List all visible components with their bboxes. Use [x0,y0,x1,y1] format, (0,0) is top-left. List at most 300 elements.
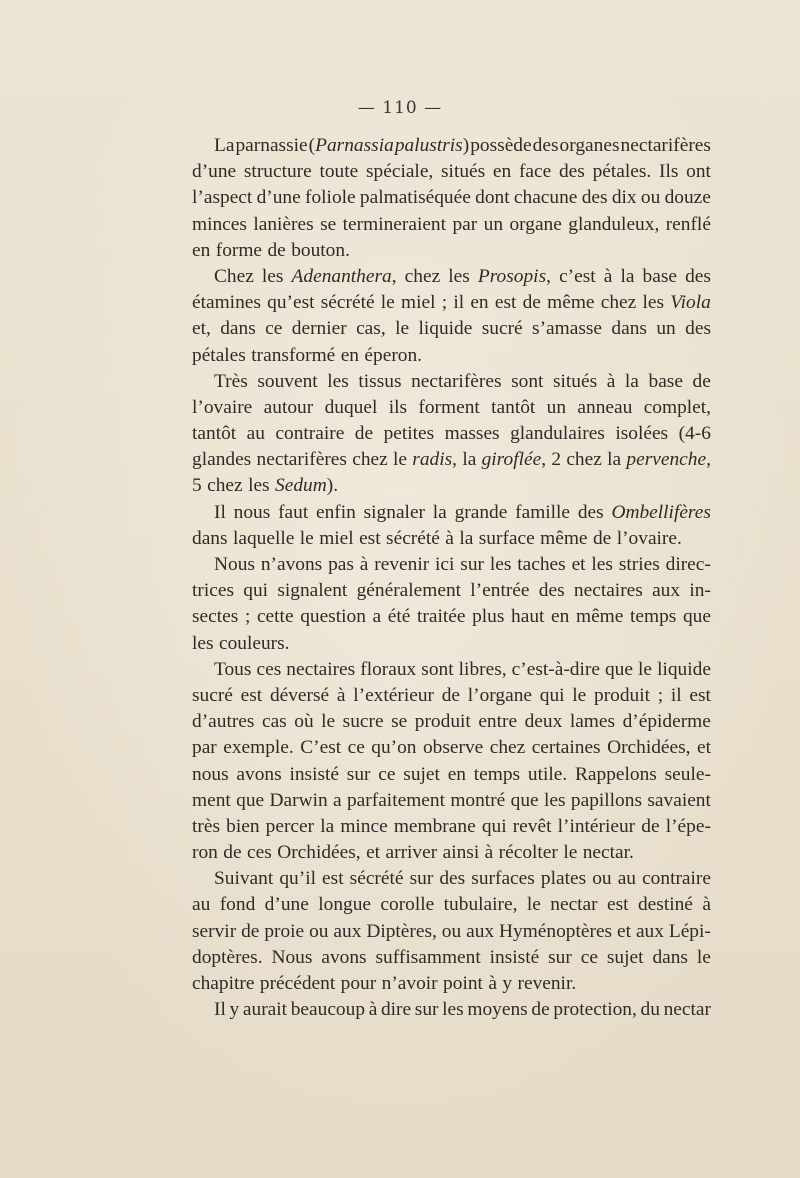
word: Il [214,999,226,1021]
word: pour [340,973,377,994]
word: radis, [412,449,458,471]
word: en [340,344,359,366]
word: libres, [458,658,507,680]
text-line [192,997,711,1023]
word: les [543,789,566,811]
word: au [617,868,636,890]
word: dernier [291,318,347,340]
word: montré [450,789,506,811]
word: Ils [659,161,679,183]
word: a [333,789,342,811]
word: un [483,213,504,235]
word: y [502,973,513,994]
word: l’organe [467,684,533,706]
word: à [606,370,616,392]
word: Sedum). [275,475,339,497]
word: les [261,265,284,287]
text-line [192,238,711,264]
text-line [192,500,711,526]
word: déversé [269,684,330,706]
word: sur [414,999,439,1021]
word: l’entrée [470,580,530,602]
word: le [321,711,336,733]
word: des [685,318,711,340]
page-number: — 110 — [357,98,443,118]
word: renflé [665,213,711,235]
word: par [452,213,478,235]
word: que [236,789,265,811]
word: de [223,842,242,864]
word: avons [236,763,282,785]
word: grande [454,501,508,523]
word: qu’on [371,737,417,759]
word: ment [192,789,231,811]
word: éperon. [364,344,423,366]
text-line [192,159,711,185]
word: plates [540,868,587,890]
word: qui [243,580,269,602]
text-line [192,814,711,840]
word: organes [559,135,620,156]
word: termineraient [342,213,447,235]
word: en [447,763,466,785]
word: base [642,265,677,287]
word: le [638,658,653,680]
word: les [448,265,470,287]
word: y [229,999,240,1021]
word: ; [244,606,251,628]
word: forme [215,239,263,261]
word: contraire [275,423,345,445]
word: l’ovaire. [616,527,682,549]
word: C’est [300,737,342,759]
word: le [563,842,578,864]
word: seule- [664,763,711,785]
word: nectarifères [411,370,502,392]
word: un [546,396,567,418]
word: base [648,370,683,392]
word: Orchidées, [277,842,361,864]
word: lames [569,711,616,733]
word: est [322,868,344,890]
word: se [391,711,408,733]
word: à [702,894,711,916]
word: les [591,554,613,575]
word: les [642,292,665,314]
text-line [192,683,711,709]
word: en [470,292,489,314]
word: à [603,265,613,287]
word: le [299,527,314,549]
word: précédent [259,973,336,994]
word: isolées [615,423,669,445]
word: papillons [570,789,642,811]
word: à [445,527,454,549]
word: Nous [271,946,313,968]
text-line [192,526,711,552]
word: destiné [637,894,693,916]
word: savaient [647,789,711,811]
text-line [192,866,711,892]
word: nectaires [573,580,643,602]
word: le [696,946,711,968]
word: ou [441,920,462,942]
word: giroflée, [481,449,547,471]
word: glandes [192,449,252,471]
word: les [192,632,214,654]
word: de [522,292,541,314]
word: l’extérieur [353,684,434,706]
word: sujet [403,763,440,785]
word: corolle [380,894,435,916]
word: qu’il [279,868,316,890]
word: nectarifères [620,135,711,156]
word: palustris) [394,135,470,156]
word: tubulaire, [443,894,518,916]
word: faut [278,501,309,523]
word: à [484,842,494,864]
word: de [531,999,550,1021]
word: parnassie [235,135,308,156]
word: tantôt [192,423,237,445]
word: ; [657,684,664,706]
word: pétales. [592,161,652,183]
word: sucré [192,684,233,706]
word: nectarifères [256,449,347,471]
word: (Parnassia [308,135,394,156]
word: d’une [256,187,301,209]
word: ici [435,554,455,575]
text-line [192,578,711,604]
word: ou [309,920,329,942]
word: est [240,684,263,706]
word: sécrété [320,292,375,314]
text-line [192,971,711,997]
word: in- [689,580,711,602]
word: Très [214,370,248,392]
word: des [558,161,585,183]
word: le [395,318,410,340]
text-line [192,604,711,630]
word: bien [226,815,260,837]
word: de [354,423,374,445]
word: liquide [657,658,711,680]
word: est [359,527,381,549]
word: suffisamment [375,946,481,968]
word: nectar [663,999,711,1021]
word: la [624,370,639,392]
word: chapitre [192,973,255,994]
word: souvent [257,370,318,392]
word: à [368,999,378,1021]
word: des [532,135,559,156]
word: d’autres [192,711,255,733]
word: au [192,894,211,916]
word: 2 [551,449,562,471]
word: a [372,606,382,628]
word: qui [539,684,565,706]
word: minces [192,213,247,235]
word: il [670,684,682,706]
text-line [192,133,711,159]
text-line [192,919,711,945]
word: toute [319,161,359,183]
word: généralement [356,580,462,602]
word: sécrété [386,527,440,549]
word: les [327,370,349,392]
word: Suivant [214,868,274,890]
word: dans [220,318,256,340]
word: arriver [385,842,438,864]
word: par [192,737,217,759]
word: membrane [393,815,476,837]
text-line [192,316,711,342]
word: ce [347,737,365,759]
word: les [489,554,512,575]
word: les [442,999,464,1021]
word: Orchidées, [607,737,691,759]
word: Prosopis, [477,265,551,287]
word: est [607,894,629,916]
word: aurait [242,999,288,1021]
word: la [462,449,477,471]
word: Diptères, [366,920,437,942]
word: que [604,658,633,680]
text-line [192,840,711,866]
word: à [336,684,346,706]
text-line [192,631,711,657]
word: chez [207,475,243,497]
word: miel [401,292,436,314]
body-text [192,133,711,1023]
text-line [192,290,711,316]
word: taches [517,554,566,575]
word: chez [566,449,602,471]
word: (4-6 [678,423,711,445]
text-line [192,762,711,788]
word: de [267,239,286,261]
word: liquide [418,318,473,340]
word: chacune [513,187,578,209]
word: la [432,501,447,523]
word: plus [472,606,505,628]
word: où [294,711,314,733]
word: d’une [264,894,309,916]
word: temps [630,606,677,628]
word: spéciale, [365,161,434,183]
word: deux [524,711,563,733]
word: est [689,684,711,706]
word: entre [478,711,518,733]
word: ou [592,868,612,890]
word: dans [652,946,688,968]
word: cette [256,606,294,628]
word: organe [509,213,562,235]
word: de [241,920,260,942]
word: n’avoir [381,973,438,994]
text-line [192,473,711,499]
word: même [540,527,588,549]
word: glandulaires [510,423,605,445]
word: insisté [489,946,540,968]
word: nectar [550,894,598,916]
text-line [192,709,711,735]
word: sectes [192,606,239,628]
word: produit [414,711,471,733]
word: dans [192,527,228,549]
word: nous [192,763,229,785]
word: l’ovaire [192,396,253,418]
word: utile. [527,763,568,785]
word: surfaces [471,868,535,890]
word: insisté [289,763,340,785]
word: structure [243,161,312,183]
text-line [192,892,711,918]
word: pervenche, [626,449,711,471]
text-line [192,945,711,971]
word: anneau [577,396,633,418]
word: trices [192,580,234,602]
word: ce [378,763,396,785]
word: exemple. [223,737,294,759]
word: sur [346,763,371,785]
word: des [577,501,604,523]
word: nous [233,501,271,523]
word: est [494,292,517,314]
word: un [656,318,676,340]
word: Chez [214,265,254,287]
word: dix [611,187,637,209]
word: sur [548,946,572,968]
word: temps [473,763,521,785]
word: en [551,606,570,628]
word: tissus [358,370,402,392]
word: floraux [360,658,417,680]
word: d’une [192,161,237,183]
text-line [192,657,711,683]
word: c’est [559,265,596,287]
word: possède [470,135,532,156]
word: moyens [467,999,528,1021]
word: il [453,292,465,314]
word: des [439,868,466,890]
text-line [192,369,711,395]
word: lanières [253,213,314,235]
word: ont [686,161,711,183]
word: la [320,815,335,837]
word: chez [352,449,388,471]
word: sujet [606,946,644,968]
word: transformé [251,344,336,366]
word: à [488,973,497,994]
word: chez [600,292,637,314]
word: doptères. [192,946,263,968]
word: le [380,292,395,314]
word: ron [192,842,218,864]
word: Darwin [269,789,328,811]
text-line [192,735,711,761]
word: masses [444,423,500,445]
word: Ombellifères [611,501,711,523]
word: récolter [498,842,558,864]
text-line [192,185,711,211]
word: été [387,606,411,628]
word: Hyménoptères [499,920,613,942]
word: des [581,187,608,209]
word: des [685,265,711,287]
word: percer [265,815,315,837]
word: revenir [374,554,430,575]
word: sucré [481,318,523,340]
word: ils [388,396,408,418]
word: la [459,527,474,549]
word: de [592,527,612,549]
word: étamines [192,292,261,314]
word: ce [265,318,283,340]
word: très [192,815,220,837]
word: enfin [316,501,356,523]
word: chez [404,265,441,287]
word: miel [319,527,354,549]
word: surface [478,527,535,549]
word: signalent [277,580,348,602]
word: certaines [531,737,601,759]
word: le [526,894,541,916]
word: la [607,449,622,471]
word: Nous [214,554,255,575]
word: dont [475,187,510,209]
word: observe [422,737,484,759]
word: traitée [417,606,466,628]
text-line [192,395,711,421]
text-line [192,447,711,473]
word: servir [192,920,237,942]
word: qu’est [267,292,315,314]
word: et [617,920,632,942]
word: pas [328,554,354,575]
word: au [246,423,265,445]
word: aux [652,580,681,602]
word: foliole [305,187,356,209]
word: que [682,606,711,628]
word: sécrété [349,868,404,890]
text-line [192,421,711,447]
word: 5 [192,475,202,497]
word: stries [618,554,660,575]
word: point [443,973,483,994]
word: les [248,475,270,497]
word: nectar. [582,842,634,864]
word: complet, [643,396,711,418]
word: bouton. [291,239,350,261]
word: le [393,449,408,471]
word: cas, [356,318,386,340]
word: couleurs. [218,632,290,654]
word: ces [256,658,282,680]
word: nectaires [286,658,356,680]
word: du [640,999,660,1021]
word: situés [552,370,598,392]
word: et [366,842,381,864]
word: en [492,161,512,183]
word: forment [418,396,480,418]
word: l’aspect [192,187,253,209]
word: La [214,135,235,156]
word: et [696,737,711,759]
word: Tous [214,658,252,680]
word: chez [489,737,526,759]
word: longue [318,894,372,916]
